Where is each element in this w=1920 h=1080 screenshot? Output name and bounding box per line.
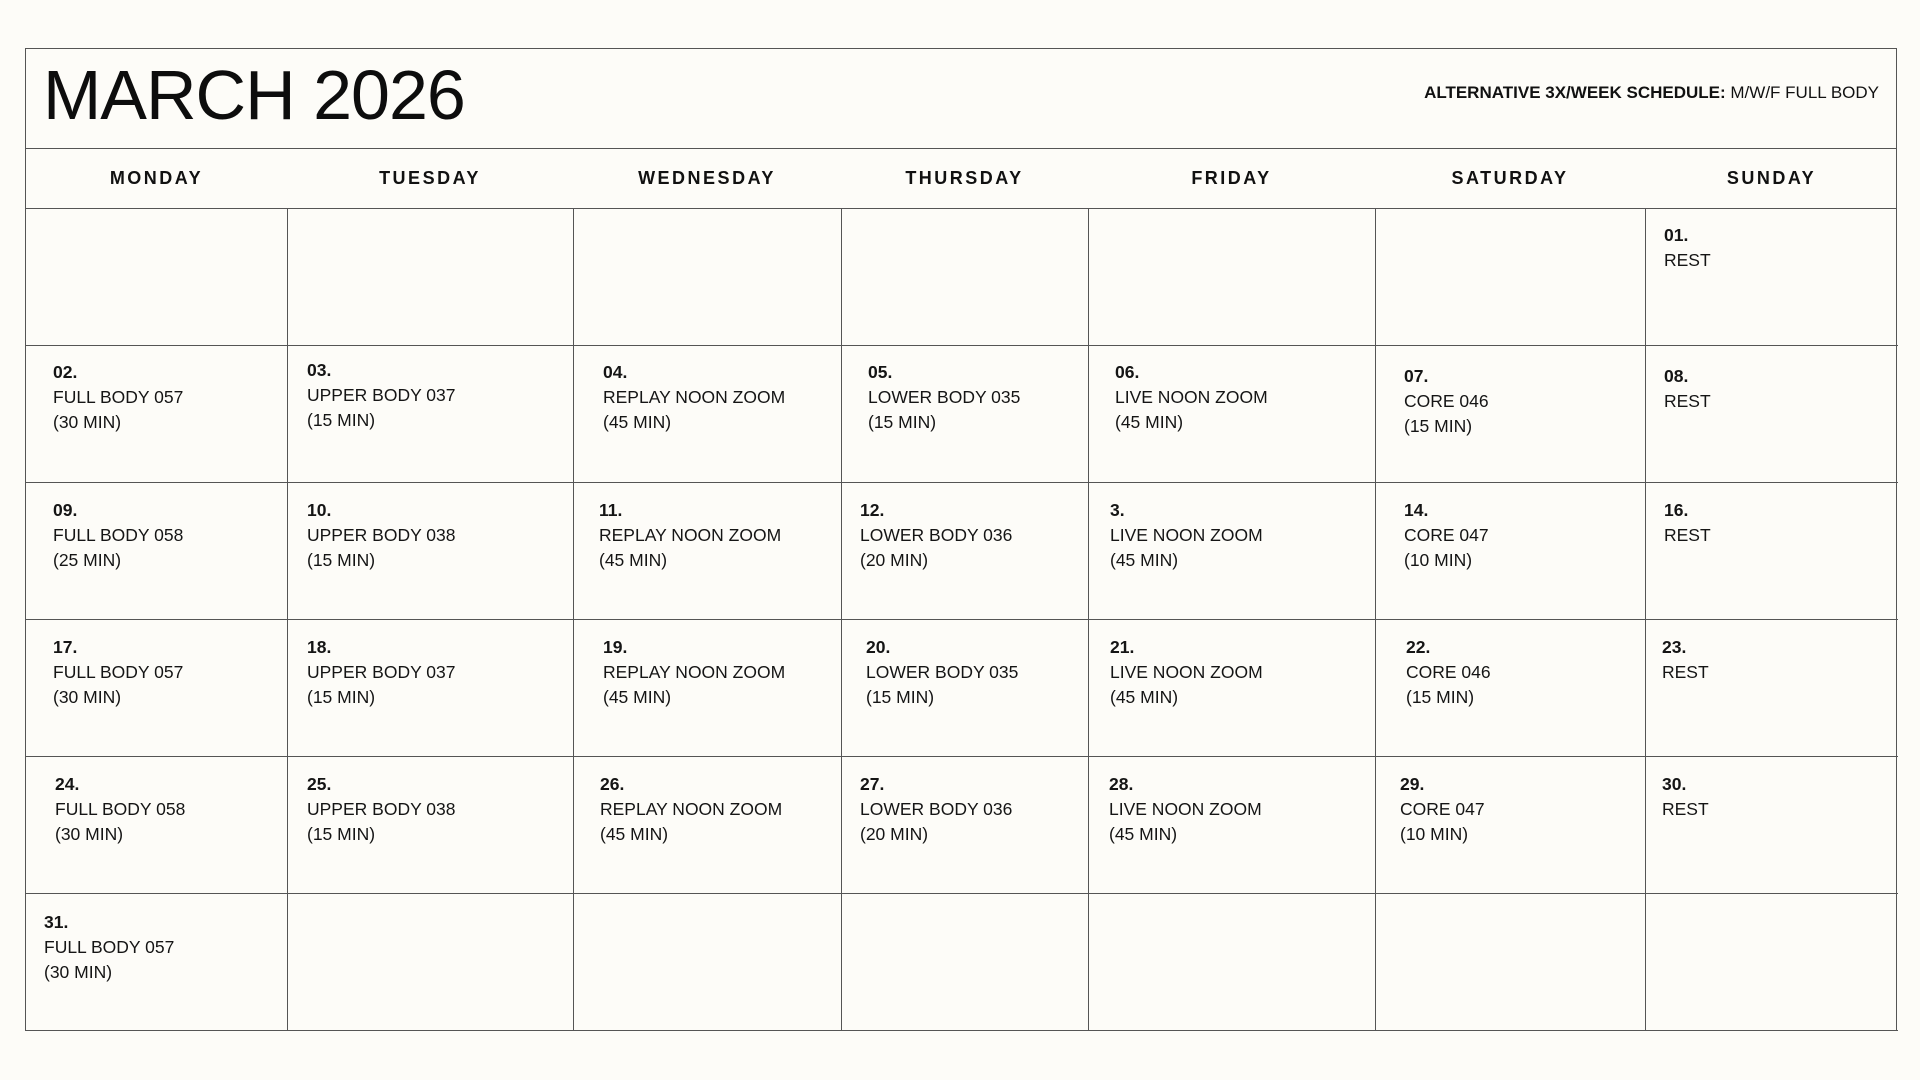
workout-duration: (20 MIN)	[860, 550, 929, 570]
day-cell-08	[1664, 364, 1711, 414]
page-title: MARCH 2026	[43, 56, 465, 134]
day-cell-26	[600, 772, 782, 847]
workout-duration: (45 MIN)	[600, 824, 669, 844]
workout-duration: (45 MIN)	[599, 550, 668, 570]
day-number: 26.	[600, 774, 625, 794]
workout-duration: (30 MIN)	[44, 962, 113, 982]
workout-duration: (30 MIN)	[53, 687, 122, 707]
workout-duration: (10 MIN)	[1400, 824, 1469, 844]
workout-duration: (45 MIN)	[1115, 412, 1184, 432]
workout-label: FULL BODY 058	[55, 799, 186, 819]
workout-label: LOWER BODY 035	[866, 662, 1019, 682]
day-number: 08.	[1664, 366, 1689, 386]
schedule-note-value: M/W/F FULL BODY	[1725, 83, 1879, 102]
workout-label: UPPER BODY 038	[307, 799, 456, 819]
workout-label: UPPER BODY 037	[307, 385, 456, 405]
workout-duration: (15 MIN)	[307, 687, 376, 707]
workout-label: REST	[1664, 250, 1711, 270]
workout-label: UPPER BODY 037	[307, 662, 456, 682]
workout-duration: (15 MIN)	[307, 410, 376, 430]
day-cell-10	[307, 498, 456, 573]
day-cell-23	[1662, 635, 1709, 685]
weekday-monday: MONDAY	[109, 168, 204, 188]
day-cell-16	[1664, 498, 1711, 548]
day-number: 21.	[1110, 637, 1135, 657]
workout-label: LOWER BODY 036	[860, 799, 1013, 819]
workout-label: LOWER BODY 036	[860, 525, 1013, 545]
day-number: 20.	[866, 637, 891, 657]
day-cell-25	[307, 772, 456, 847]
workout-label: REST	[1664, 391, 1711, 411]
workout-label: CORE 047	[1404, 525, 1489, 545]
day-cell-20	[866, 635, 1018, 710]
calendar-grid	[26, 209, 1896, 1031]
workout-duration: (15 MIN)	[307, 550, 376, 570]
workout-label: REST	[1662, 799, 1709, 819]
day-cell-07	[1404, 364, 1489, 439]
workout-label: CORE 046	[1404, 391, 1489, 411]
day-number: 25.	[307, 774, 332, 794]
workout-duration: (25 MIN)	[53, 550, 122, 570]
workout-label: REPLAY NOON ZOOM	[603, 662, 786, 682]
column-divider	[1375, 209, 1376, 1031]
workout-label: LIVE NOON ZOOM	[1110, 525, 1263, 545]
column-divider	[841, 209, 842, 1031]
day-number: 28.	[1109, 774, 1134, 794]
workout-duration: (45 MIN)	[603, 412, 672, 432]
workout-label: CORE 047	[1400, 799, 1485, 819]
row-divider	[25, 756, 1898, 757]
workout-label: REPLAY NOON ZOOM	[599, 525, 782, 545]
workout-duration: (15 MIN)	[866, 687, 935, 707]
day-cell-19	[603, 635, 785, 710]
workout-label: REST	[1664, 525, 1711, 545]
workout-label: FULL BODY 057	[44, 937, 175, 957]
workout-label: FULL BODY 057	[53, 662, 184, 682]
day-number: 05.	[868, 362, 893, 382]
calendar-header	[26, 49, 1896, 149]
workout-label: LOWER BODY 035	[868, 387, 1021, 407]
workout-label: CORE 046	[1406, 662, 1491, 682]
column-divider	[1088, 209, 1089, 1031]
day-cell-01	[1664, 223, 1711, 273]
day-number: 12.	[860, 500, 885, 520]
calendar	[25, 48, 1897, 1030]
day-cell-29	[1400, 772, 1485, 847]
workout-label: REPLAY NOON ZOOM	[600, 799, 783, 819]
day-number: 22.	[1406, 637, 1431, 657]
workout-duration: (10 MIN)	[1404, 550, 1473, 570]
day-cell-31	[44, 910, 174, 985]
day-cell-18	[307, 635, 456, 710]
weekday-friday: FRIDAY	[1191, 168, 1272, 188]
day-cell-30	[1662, 772, 1709, 822]
day-cell-05	[868, 360, 1020, 435]
row-divider	[25, 345, 1898, 346]
day-number: 23.	[1662, 637, 1687, 657]
day-number: 24.	[55, 774, 80, 794]
workout-duration: (30 MIN)	[53, 412, 122, 432]
column-divider	[573, 209, 574, 1031]
weekday-thursday: THURSDAY	[905, 168, 1024, 188]
workout-duration: (20 MIN)	[860, 824, 929, 844]
day-cell-06	[1115, 360, 1268, 435]
day-number: 09.	[53, 500, 78, 520]
workout-label: LIVE NOON ZOOM	[1109, 799, 1262, 819]
workout-label: UPPER BODY 038	[307, 525, 456, 545]
day-number: 29.	[1400, 774, 1425, 794]
day-cell-03	[307, 358, 456, 433]
workout-label: FULL BODY 057	[53, 387, 184, 407]
day-number: 01.	[1664, 225, 1689, 245]
day-number: 11.	[599, 500, 623, 520]
day-cell-14	[1404, 498, 1489, 573]
weekday-tuesday: TUESDAY	[379, 168, 481, 188]
day-number: 30.	[1662, 774, 1687, 794]
day-number: 03.	[307, 360, 332, 380]
day-number: 18.	[307, 637, 332, 657]
day-cell-04	[603, 360, 785, 435]
day-number: 14.	[1404, 500, 1429, 520]
row-divider	[25, 619, 1898, 620]
day-number: 02.	[53, 362, 78, 382]
weekday-sunday: SUNDAY	[1726, 168, 1817, 188]
workout-label: LIVE NOON ZOOM	[1110, 662, 1263, 682]
workout-label: REST	[1662, 662, 1709, 682]
workout-duration: (15 MIN)	[1404, 416, 1473, 436]
row-divider	[25, 482, 1898, 483]
day-number: 17.	[53, 637, 78, 657]
workout-duration: (15 MIN)	[307, 824, 376, 844]
day-number: 06.	[1115, 362, 1140, 382]
weekday-saturday: SATURDAY	[1451, 168, 1569, 188]
column-divider	[287, 209, 288, 1031]
day-number: 27.	[860, 774, 885, 794]
weekday-wednesday: WEDNESDAY	[638, 168, 776, 188]
day-cell-27	[860, 772, 1012, 847]
day-cell-22	[1406, 635, 1491, 710]
day-cell-24	[55, 772, 185, 847]
workout-duration: (15 MIN)	[1406, 687, 1475, 707]
workout-duration: (45 MIN)	[603, 687, 672, 707]
weekday-header-row	[26, 149, 1896, 209]
day-cell-21	[1110, 635, 1263, 710]
workout-duration: (45 MIN)	[1110, 550, 1179, 570]
workout-label: FULL BODY 058	[53, 525, 184, 545]
day-cell-09	[53, 498, 183, 573]
day-cell-28	[1109, 772, 1262, 847]
day-cell-02	[53, 360, 183, 435]
column-divider	[1645, 209, 1646, 1031]
workout-label: REPLAY NOON ZOOM	[603, 387, 786, 407]
workout-duration: (15 MIN)	[868, 412, 937, 432]
day-number: 04.	[603, 362, 628, 382]
day-cell-13	[1110, 498, 1263, 573]
workout-label: LIVE NOON ZOOM	[1115, 387, 1268, 407]
day-number: 31.	[44, 912, 69, 932]
schedule-note-label: ALTERNATIVE 3X/WEEK SCHEDULE:	[1424, 83, 1726, 102]
day-cell-12	[860, 498, 1012, 573]
workout-duration: (45 MIN)	[1110, 687, 1179, 707]
row-divider	[25, 893, 1898, 894]
day-number: 07.	[1404, 366, 1429, 386]
row-divider	[25, 1030, 1898, 1031]
day-number: 16.	[1664, 500, 1689, 520]
day-number: 10.	[307, 500, 332, 520]
day-number: 3.	[1110, 500, 1125, 520]
day-number: 19.	[603, 637, 628, 657]
day-cell-11	[599, 498, 781, 573]
schedule-note	[1424, 82, 1879, 104]
day-cell-17	[53, 635, 183, 710]
workout-duration: (45 MIN)	[1109, 824, 1178, 844]
workout-duration: (30 MIN)	[55, 824, 124, 844]
